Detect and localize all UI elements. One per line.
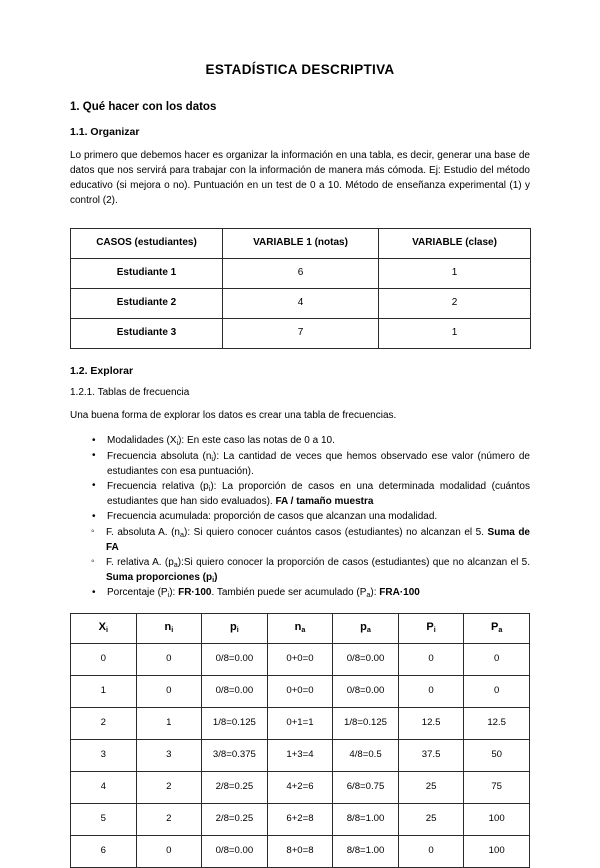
frequency-cell: 8/8=1.00 bbox=[333, 835, 399, 867]
list-item: • Frecuencia relativa $(p_i)$: La proporción de casos en una determinada modalidad (cuántos estudiantes que han sido evaluados). FA / tamaño muestra bbox=[70, 479, 530, 509]
frequency-cell: 0 bbox=[136, 835, 202, 867]
frequency-cell: 0/8=0.00 bbox=[202, 835, 268, 867]
sub-list-item: ◦ F. relativa A. $(p_a):Si$ quiero conocer la proporción de casos (estudiantes) que no alcanzan el 5. Suma proporciones $(p_i)$ bbox=[70, 555, 530, 585]
table-row bbox=[71, 258, 531, 288]
section-heading-1-2: 1.2. Explorar bbox=[70, 364, 134, 377]
frequency-cell: 0 bbox=[398, 675, 464, 707]
frequency-cell: 1/8=0.125 bbox=[333, 707, 399, 739]
frequency-cell: 8/8=1.00 bbox=[333, 803, 399, 835]
frequency-cell: 1+3=4 bbox=[267, 739, 333, 771]
frequency-cell: 0/8=0.00 bbox=[333, 675, 399, 707]
frequency-cell: 2/8=0.25 bbox=[202, 771, 268, 803]
table-row bbox=[71, 288, 531, 318]
section-heading-1: 1. Qué hacer con los datos bbox=[70, 101, 217, 114]
list-item: • Frecuencia absoluta $(n_i)$: La cantidad de veces que hemos observado ese valor (número de estudiantes con esa puntuación). bbox=[70, 449, 530, 479]
frequency-cell: 3 bbox=[136, 739, 202, 771]
frequency-cell: 0 bbox=[136, 675, 202, 707]
cases-table bbox=[70, 228, 531, 349]
section-heading-1-1: 1.1. Organizar bbox=[70, 125, 140, 138]
case-value-cell: 1 bbox=[379, 318, 531, 348]
frequency-cell: 2 bbox=[71, 707, 137, 739]
frequency-cell: 6 bbox=[71, 835, 137, 867]
case-label-cell: Estudiante 3 bbox=[71, 318, 223, 348]
frequency-cell: 0 bbox=[464, 675, 530, 707]
frequency-cell: 25 bbox=[398, 771, 464, 803]
frequency-cell: 4/8=0.5 bbox=[333, 739, 399, 771]
frequency-cell: 5 bbox=[71, 803, 137, 835]
frequency-cell: 4+2=6 bbox=[267, 771, 333, 803]
frequency-cell: 100 bbox=[464, 835, 530, 867]
concepts-list bbox=[70, 433, 530, 600]
frequency-cell: 25 bbox=[398, 803, 464, 835]
case-value-cell: 1 bbox=[379, 258, 531, 288]
section-1-2-1-paragraph: Una buena forma de explorar los datos es crear una tabla de frecuencias. bbox=[70, 410, 397, 422]
table-row bbox=[71, 835, 530, 867]
frequency-cell: 0/8=0.00 bbox=[202, 675, 268, 707]
frequency-cell: 12.5 bbox=[464, 707, 530, 739]
frequency-cell: 50 bbox=[464, 739, 530, 771]
table-row bbox=[71, 675, 530, 707]
section-1-1-paragraph: Lo primero que debemos hacer es organizar la información en una tabla, es decir, generar una base de datos que nos servirá para trabajar con la información de manera más cómoda. Ej: Estudio del método educativo (si mejora o no). Puntuación en un test de 0 a 10. Método de enseñanza experimental (1) y control (2). bbox=[70, 149, 530, 207]
frequency-cell: 1 bbox=[136, 707, 202, 739]
frequency-cell: 1 bbox=[71, 675, 137, 707]
case-value-cell: 2 bbox=[379, 288, 531, 318]
frequency-cell: 6+2=8 bbox=[267, 803, 333, 835]
frequency-cell: 0+0=0 bbox=[267, 643, 333, 675]
frequency-cell: 1/8=0.125 bbox=[202, 707, 268, 739]
frequency-table-header-6: $P_a$ bbox=[464, 613, 530, 643]
frequency-cell: 0 bbox=[71, 643, 137, 675]
frequency-table-header-5: $P_i$ bbox=[398, 613, 464, 643]
list-item: • Frecuencia acumulada: proporción de casos que alcanzan una modalidad. bbox=[70, 509, 530, 524]
frequency-cell: 0/8=0.00 bbox=[202, 643, 268, 675]
case-label-cell: Estudiante 2 bbox=[71, 288, 223, 318]
frequency-cell: 0+1=1 bbox=[267, 707, 333, 739]
frequency-cell: 2 bbox=[136, 771, 202, 803]
frequency-cell: 8+0=8 bbox=[267, 835, 333, 867]
concept-bullet-list bbox=[70, 433, 530, 524]
section-heading-1-2-1: 1.2.1. Tablas de frecuencia bbox=[70, 386, 190, 398]
frequency-cell: 12.5 bbox=[398, 707, 464, 739]
table-row bbox=[71, 803, 530, 835]
list-item: • Porcentaje $(P_i)$: FR·100. También puede ser acumulado $(P_a)$: FRA·100 bbox=[70, 585, 530, 600]
frequency-cell: 75 bbox=[464, 771, 530, 803]
frequency-cell: 3/8=0.375 bbox=[202, 739, 268, 771]
concept-sub-bullet-list bbox=[70, 525, 530, 586]
table-row bbox=[71, 707, 530, 739]
frequency-cell: 0 bbox=[398, 643, 464, 675]
frequency-cell: 2 bbox=[136, 803, 202, 835]
case-value-cell: 4 bbox=[223, 288, 379, 318]
concept-bullet-list bbox=[70, 585, 530, 600]
frequency-cell: 0 bbox=[464, 643, 530, 675]
table-row bbox=[71, 771, 530, 803]
frequency-cell: 0+0=0 bbox=[267, 675, 333, 707]
cases-table-header-0: CASOS (estudiantes) bbox=[71, 228, 223, 258]
frequency-table-header-4: $p_a$ bbox=[333, 613, 399, 643]
case-value-cell: 6 bbox=[223, 258, 379, 288]
sub-list-item: ◦ F. absoluta A. $(n_a)$: Si quiero conocer cuántos casos (estudiantes) no alcanzan el 5. Suma de FA bbox=[70, 525, 530, 555]
frequency-cell: 0 bbox=[398, 835, 464, 867]
table-row bbox=[71, 318, 531, 348]
frequency-table-header-3: $n_a$ bbox=[267, 613, 333, 643]
list-item: • Modalidades $(X_i)$: En este caso las notas de 0 a 10. bbox=[70, 433, 530, 448]
frequency-cell: 2/8=0.25 bbox=[202, 803, 268, 835]
frequency-cell: 3 bbox=[71, 739, 137, 771]
frequency-cell: 37.5 bbox=[398, 739, 464, 771]
table-row bbox=[71, 643, 530, 675]
cases-table-header-2: VARIABLE (clase) bbox=[379, 228, 531, 258]
page-title: ESTADÍSTICA DESCRIPTIVA bbox=[205, 62, 395, 77]
frequency-cell: 0 bbox=[136, 643, 202, 675]
frequency-cell: 4 bbox=[71, 771, 137, 803]
table-header-row bbox=[71, 228, 531, 258]
frequency-table-header-1: $n_i$ bbox=[136, 613, 202, 643]
case-value-cell: 7 bbox=[223, 318, 379, 348]
table-header-row bbox=[71, 613, 530, 643]
frequency-cell: 100 bbox=[464, 803, 530, 835]
frequency-table-header-0: $X_i$ bbox=[71, 613, 137, 643]
table-row bbox=[71, 739, 530, 771]
cases-table-header-1: VARIABLE 1 (notas) bbox=[223, 228, 379, 258]
frequency-cell: 0/8=0.00 bbox=[333, 643, 399, 675]
frequency-cell: 6/8=0.75 bbox=[333, 771, 399, 803]
frequency-table bbox=[70, 613, 530, 868]
frequency-table-header-2: $p_i$ bbox=[202, 613, 268, 643]
case-label-cell: Estudiante 1 bbox=[71, 258, 223, 288]
